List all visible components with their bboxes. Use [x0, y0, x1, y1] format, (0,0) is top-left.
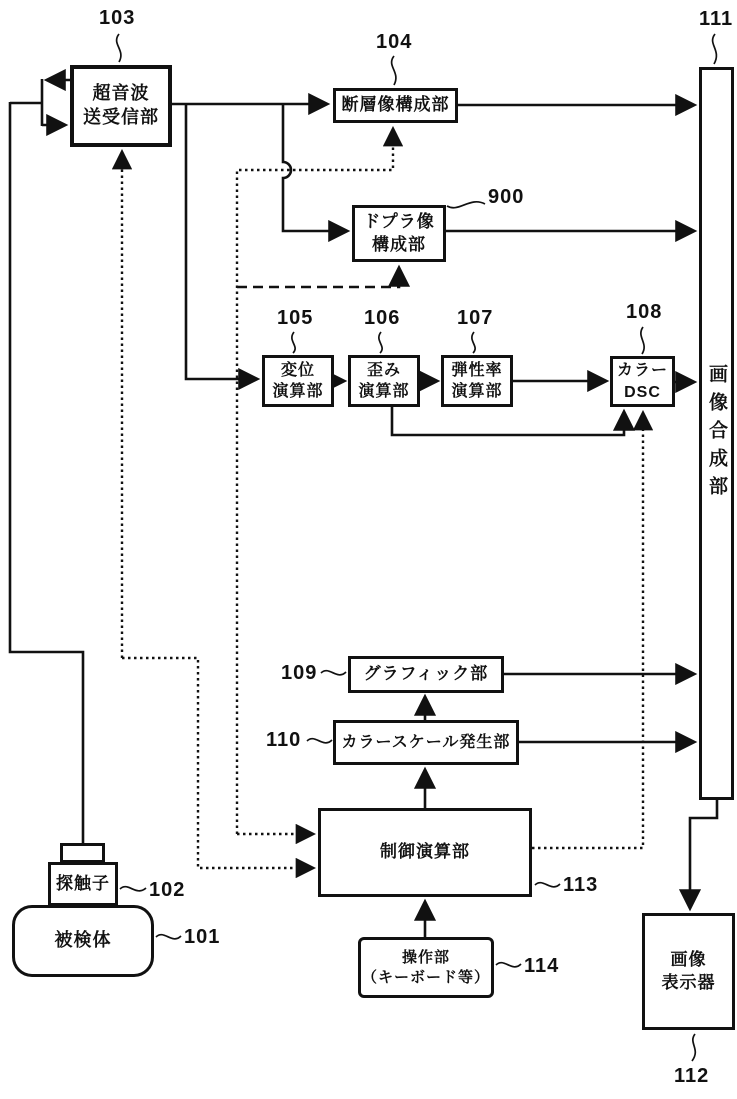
ref-105: 105	[277, 307, 314, 329]
block-110-color-scale-generator	[333, 720, 519, 765]
leader-101	[156, 935, 181, 939]
block-900-line2: 構成部	[372, 234, 426, 254]
leader-103	[117, 34, 121, 62]
block-103-line2: 送受信部	[83, 107, 159, 127]
block-109-line1: グラフィック部	[363, 664, 489, 684]
leader-900	[447, 202, 485, 208]
ref-111: 111	[699, 8, 734, 30]
leader-105	[292, 332, 295, 353]
ref-101: 101	[184, 926, 221, 948]
leader-114	[496, 963, 521, 967]
block-109-graphics-unit	[348, 656, 504, 693]
block-900-line1: ドプラ像	[363, 212, 435, 232]
ref-113: 113	[563, 874, 599, 896]
block-106-line1: 歪み	[366, 361, 401, 379]
block-110-line1: カラースケール発生部	[341, 733, 511, 751]
leader-107	[472, 332, 475, 353]
probe-head	[60, 843, 105, 863]
block-114-line1: 操作部	[401, 948, 450, 966]
block-102-probe	[48, 862, 118, 906]
conn-103-to-probe	[10, 102, 83, 844]
block-104-tomographic-image-constructor	[333, 88, 458, 123]
block-102-line1: 探触子	[56, 873, 110, 893]
block-108-line2: DSC	[624, 383, 661, 401]
block-111-line1: 画像合成部	[706, 363, 728, 504]
block-105-line1: 変位	[280, 361, 315, 379]
ref-102: 102	[149, 879, 186, 901]
ref-109: 109	[281, 662, 318, 684]
block-106-line2: 演算部	[358, 383, 410, 400]
conn-106-to-108-bottom	[392, 407, 624, 435]
leader-104	[392, 56, 396, 85]
block-111-image-synthesizer	[699, 67, 734, 800]
block-108-line1: カラー	[616, 362, 668, 380]
block-107-elastic-modulus-calculator	[441, 355, 513, 407]
block-101-line1: 被検体	[54, 930, 112, 951]
block-113-control-processor	[318, 808, 532, 897]
ref-108: 108	[626, 301, 663, 323]
ctrl-113-to-108	[532, 413, 643, 848]
block-105-displacement-calculator	[262, 355, 334, 407]
block-112-line2: 表示器	[661, 972, 716, 992]
conn-103-to-105	[186, 104, 257, 379]
ctrl-103-to-113	[122, 658, 313, 868]
block-114-line2: （キーボード等）	[361, 968, 490, 986]
block-103-ultrasound-transceiver	[70, 65, 172, 147]
ref-900: 900	[488, 186, 525, 208]
leader-108	[641, 327, 644, 354]
ref-110: 110	[266, 729, 302, 751]
block-112-line1: 画像	[670, 950, 707, 970]
ref-104: 104	[376, 31, 413, 53]
block-107-line1: 弾性率	[451, 361, 503, 379]
leader-111	[713, 34, 717, 64]
block-108-color-dsc	[610, 356, 675, 407]
leader-106	[379, 332, 382, 353]
block-106-strain-calculator	[348, 355, 420, 407]
block-105-line2: 演算部	[272, 383, 324, 400]
ref-103: 103	[99, 7, 136, 29]
block-113-line1: 制御演算部	[380, 842, 470, 862]
leader-112	[692, 1034, 695, 1061]
block-107-line2: 演算部	[451, 383, 503, 400]
ref-106: 106	[364, 307, 401, 329]
leader-109	[321, 671, 346, 675]
conn-111-to-112	[690, 800, 717, 908]
block-103-line1: 超音波	[92, 83, 150, 104]
leader-113	[535, 883, 560, 887]
conn-103-to-900	[283, 104, 347, 231]
block-112-image-display	[642, 913, 735, 1030]
leader-102	[120, 887, 146, 891]
block-101-subject	[12, 905, 154, 977]
ref-112: 112	[674, 1065, 710, 1087]
ref-114: 114	[524, 955, 560, 977]
block-104-line1: 断層像構成部	[341, 95, 450, 115]
ctrl-113-to-900-dashed	[237, 268, 399, 287]
block-114-operation-unit	[358, 937, 494, 998]
block-900-doppler-image-constructor	[352, 205, 446, 262]
leader-110	[307, 739, 332, 743]
ref-107: 107	[457, 307, 494, 329]
